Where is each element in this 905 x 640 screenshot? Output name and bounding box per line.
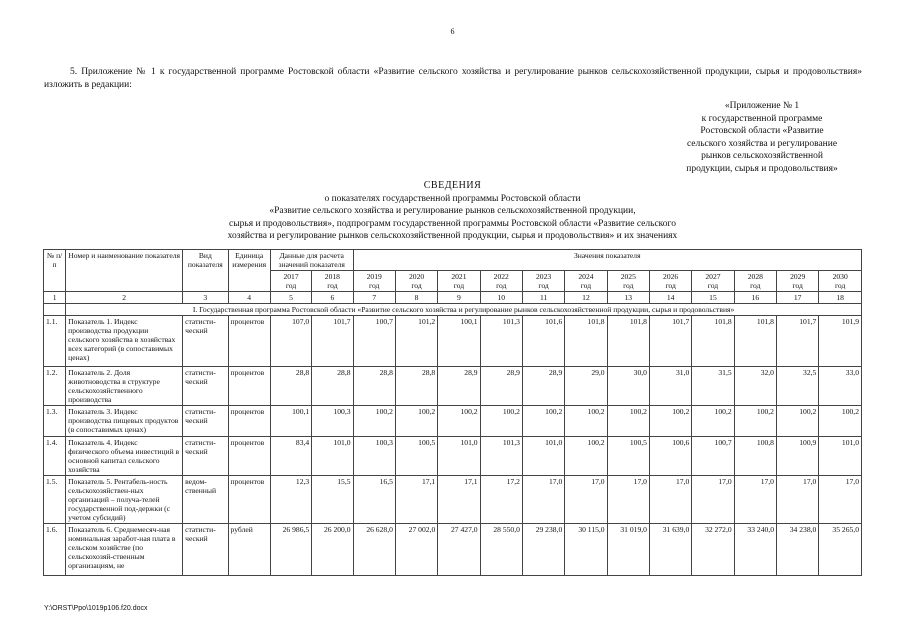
header-num: № п/п bbox=[44, 250, 66, 292]
row-value: 31 639,0 bbox=[649, 524, 691, 576]
row-value: 100,2 bbox=[522, 406, 564, 437]
row-number: 1.3. bbox=[44, 406, 66, 437]
header-values-group: Значения показателя bbox=[353, 250, 861, 271]
row-value: 101,7 bbox=[649, 316, 691, 367]
row-value: 100,5 bbox=[607, 437, 649, 476]
header-year bbox=[776, 271, 818, 292]
row-value: 100,2 bbox=[395, 406, 437, 437]
row-value: 17,0 bbox=[734, 476, 776, 524]
column-number: 10 bbox=[480, 292, 522, 304]
section-spacer bbox=[44, 304, 66, 316]
header-year-number: 2022 bbox=[493, 272, 509, 281]
row-value: 28,9 bbox=[438, 367, 480, 406]
header-year-number: 2024 bbox=[578, 272, 594, 281]
table-row bbox=[44, 524, 862, 576]
row-value: 100,7 bbox=[692, 437, 734, 476]
column-number: 18 bbox=[819, 292, 862, 304]
row-unit: процентов bbox=[228, 367, 270, 406]
header-year-word: год bbox=[453, 281, 465, 290]
header-year bbox=[438, 271, 480, 292]
header-year-number: 2025 bbox=[620, 272, 636, 281]
row-value: 101,8 bbox=[565, 316, 607, 367]
row-unit: рублей bbox=[228, 524, 270, 576]
column-number: 6 bbox=[312, 292, 353, 304]
header-year-number: 2018 bbox=[324, 272, 340, 281]
row-value: 100,2 bbox=[480, 406, 522, 437]
row-number: 1.6. bbox=[44, 524, 66, 576]
row-value: 100,2 bbox=[438, 406, 480, 437]
row-value: 31,5 bbox=[692, 367, 734, 406]
header-year-word: год bbox=[707, 281, 719, 290]
row-value: 107,0 bbox=[270, 316, 311, 367]
row-name: Показатель 3. Индекс производства пищевых продуктов (в сопоставимых ценах) bbox=[66, 406, 183, 437]
header-year-number: 2029 bbox=[790, 272, 806, 281]
row-value: 17,0 bbox=[649, 476, 691, 524]
row-type: статисти-ческий bbox=[183, 316, 228, 367]
row-value: 101,7 bbox=[776, 316, 818, 367]
row-value: 101,0 bbox=[819, 437, 862, 476]
row-number: 1.2. bbox=[44, 367, 66, 406]
document-heading bbox=[150, 180, 755, 243]
column-number: 7 bbox=[353, 292, 395, 304]
row-value: 28,8 bbox=[353, 367, 395, 406]
header-type: Вид показателя bbox=[183, 250, 228, 292]
header-year-number: 2019 bbox=[366, 272, 382, 281]
row-value: 100,1 bbox=[270, 406, 311, 437]
table-row bbox=[44, 406, 862, 437]
row-value: 28,8 bbox=[395, 367, 437, 406]
row-name: Показатель 1. Индекс производства продукции сельского хозяйства в хозяйствах всех категорий (в сопоставимых ценах) bbox=[66, 316, 183, 367]
column-number: 13 bbox=[607, 292, 649, 304]
row-value: 30 115,0 bbox=[565, 524, 607, 576]
row-type: ведом-ственный bbox=[183, 476, 228, 524]
row-type: статисти-ческий bbox=[183, 524, 228, 576]
row-value: 17,0 bbox=[565, 476, 607, 524]
heading-line: «Развитие сельского хозяйства и регулирование рынков сельскохозяйственной продукции, bbox=[269, 206, 636, 216]
row-value: 31 019,0 bbox=[607, 524, 649, 576]
header-year-word: год bbox=[538, 281, 549, 290]
row-value: 101,6 bbox=[522, 316, 564, 367]
row-name: Показатель 2. Доля животноводства в структуре сельскохозяйственного производства bbox=[66, 367, 183, 406]
row-value: 100,1 bbox=[438, 316, 480, 367]
header-unit: Единица измерения bbox=[228, 250, 270, 292]
row-value: 17,0 bbox=[819, 476, 862, 524]
row-value: 100,2 bbox=[565, 406, 607, 437]
row-value: 101,8 bbox=[692, 316, 734, 367]
column-number: 4 bbox=[228, 292, 270, 304]
row-name: Показатель 5. Рентабель-ность сельскохозяйствен-ных организаций – получа-телей государственной под-держки (с учетом субсидий) bbox=[66, 476, 183, 524]
row-name: Показатель 4. Индекс физического объема инвестиций в основной капитал сельского хозяйства bbox=[66, 437, 183, 476]
row-value: 100,2 bbox=[734, 406, 776, 437]
row-value: 17,0 bbox=[607, 476, 649, 524]
row-value: 26 628,0 bbox=[353, 524, 395, 576]
row-value: 100,2 bbox=[649, 406, 691, 437]
row-value: 17,0 bbox=[776, 476, 818, 524]
row-value: 100,6 bbox=[649, 437, 691, 476]
table-row bbox=[44, 316, 862, 367]
row-value: 12,3 bbox=[270, 476, 311, 524]
row-unit: процентов bbox=[228, 437, 270, 476]
header-year-number: 2017 bbox=[283, 272, 299, 281]
row-value: 100,2 bbox=[776, 406, 818, 437]
header-year-word: год bbox=[369, 281, 380, 290]
row-value: 101,0 bbox=[312, 437, 353, 476]
appendix-caption bbox=[660, 100, 864, 175]
header-year-word: год bbox=[411, 281, 422, 290]
header-year-word: год bbox=[792, 281, 803, 290]
row-value: 101,3 bbox=[480, 437, 522, 476]
row-value: 31,0 bbox=[649, 367, 691, 406]
header-year-word: год bbox=[327, 281, 338, 290]
row-value: 34 238,0 bbox=[776, 524, 818, 576]
row-value: 17,0 bbox=[522, 476, 564, 524]
appendix-line: Ростовской области «Развитие bbox=[700, 126, 824, 136]
column-numbers-row bbox=[44, 292, 862, 304]
row-value: 27 002,0 bbox=[395, 524, 437, 576]
row-value: 17,1 bbox=[438, 476, 480, 524]
row-value: 101,0 bbox=[522, 437, 564, 476]
header-year-word: год bbox=[834, 281, 846, 290]
header-year bbox=[353, 271, 395, 292]
header-year bbox=[734, 271, 776, 292]
appendix-line: продукции, сырья и продовольствия» bbox=[686, 163, 838, 174]
table-row bbox=[44, 437, 862, 476]
indicators-table bbox=[43, 249, 862, 576]
row-value: 26 200,0 bbox=[312, 524, 353, 576]
heading-title: СВЕДЕНИЯ bbox=[423, 180, 482, 191]
row-value: 100,2 bbox=[819, 406, 862, 437]
header-year bbox=[522, 271, 564, 292]
header-base-group: Данные для расчета значений показателя bbox=[270, 250, 353, 271]
column-number: 12 bbox=[565, 292, 607, 304]
row-value: 100,2 bbox=[692, 406, 734, 437]
header-year bbox=[565, 271, 607, 292]
appendix-line: сельского хозяйства и регулирование bbox=[686, 138, 838, 149]
row-value: 17,1 bbox=[395, 476, 437, 524]
row-value: 30,0 bbox=[607, 367, 649, 406]
column-number: 17 bbox=[776, 292, 818, 304]
appendix-line: «Приложение № 1 bbox=[724, 101, 800, 111]
row-value: 32,0 bbox=[734, 367, 776, 406]
row-value: 33 240,0 bbox=[734, 524, 776, 576]
row-value: 28,8 bbox=[270, 367, 311, 406]
row-value: 101,7 bbox=[312, 316, 353, 367]
header-year-number: 2027 bbox=[705, 272, 721, 281]
page-number: 6 bbox=[450, 27, 455, 36]
row-value: 32,5 bbox=[776, 367, 818, 406]
row-value: 17,2 bbox=[480, 476, 522, 524]
intro-paragraph: 5. Приложение № 1 к государственной программе Ростовской области «Развитие сельского хозяйства и регулирование рынков сельскохозяйственной продукции, сырья и продовольствия» изложить в редакции: bbox=[44, 67, 862, 90]
row-type: статисти-ческий bbox=[183, 406, 228, 437]
row-unit: процентов bbox=[228, 476, 270, 524]
row-value: 28,9 bbox=[480, 367, 522, 406]
row-value: 101,8 bbox=[607, 316, 649, 367]
heading-line: хозяйства и регулирование рынков сельскохозяйственной продукции, сырья и продовольствия» и их значениях bbox=[227, 231, 678, 241]
section-title: I. Государственная программа Ростовской области «Развитие сельского хозяйства и регулирование рынков сельскохозяйственной продукции, сырья и продовольствия» bbox=[66, 304, 862, 316]
row-value: 100,2 bbox=[607, 406, 649, 437]
row-value: 100,3 bbox=[312, 406, 353, 437]
row-value: 83,4 bbox=[270, 437, 311, 476]
row-value: 15,5 bbox=[312, 476, 353, 524]
row-value: 26 986,5 bbox=[270, 524, 311, 576]
row-value: 101,8 bbox=[734, 316, 776, 367]
appendix-line: рынков сельскохозяйственной bbox=[701, 151, 823, 161]
header-year bbox=[395, 271, 437, 292]
table-row bbox=[44, 476, 862, 524]
table-row bbox=[44, 367, 862, 406]
row-value: 28,9 bbox=[522, 367, 564, 406]
row-value: 100,7 bbox=[353, 316, 395, 367]
column-number: 2 bbox=[66, 292, 183, 304]
row-value: 29 238,0 bbox=[522, 524, 564, 576]
column-number: 14 bbox=[649, 292, 691, 304]
heading-line: сырья и продовольствия», подпрограмм государственной программы Ростовской области «Развитие сельского bbox=[229, 218, 676, 229]
row-number: 1.4. bbox=[44, 437, 66, 476]
row-value: 100,5 bbox=[395, 437, 437, 476]
row-value: 100,9 bbox=[776, 437, 818, 476]
footer-file-path: Y:\ORST\Ppo\1019p106.f20.docx bbox=[44, 605, 148, 612]
header-year-word: год bbox=[496, 281, 507, 290]
row-value: 33,0 bbox=[819, 367, 862, 406]
row-name: Показатель 6. Среднемесяч-ная номинальная заработ-ная плата в сельском хозяйстве (по сельскохозяй-ственным организациям, не bbox=[66, 524, 183, 576]
header-year-number: 2026 bbox=[663, 272, 679, 281]
header-year-word: год bbox=[665, 281, 676, 290]
appendix-line: к государственной программе bbox=[701, 113, 823, 124]
header-year bbox=[692, 271, 734, 292]
row-value: 28,8 bbox=[312, 367, 353, 406]
column-number: 16 bbox=[734, 292, 776, 304]
header-year-number: 2030 bbox=[832, 272, 848, 281]
column-number: 5 bbox=[270, 292, 311, 304]
row-type: статисти-ческий bbox=[183, 437, 228, 476]
header-name: Номер и наименование показателя bbox=[66, 250, 183, 292]
row-value: 100,2 bbox=[565, 437, 607, 476]
row-value: 27 427,0 bbox=[438, 524, 480, 576]
header-year bbox=[649, 271, 691, 292]
row-value: 32 272,0 bbox=[692, 524, 734, 576]
column-number: 1 bbox=[44, 292, 66, 304]
row-value: 35 265,0 bbox=[819, 524, 862, 576]
column-number: 3 bbox=[183, 292, 228, 304]
header-year-word: год bbox=[285, 281, 297, 290]
row-unit: процентов bbox=[228, 406, 270, 437]
row-value: 101,3 bbox=[480, 316, 522, 367]
header-year bbox=[607, 271, 649, 292]
row-value: 101,2 bbox=[395, 316, 437, 367]
header-year-word: год bbox=[623, 281, 634, 290]
row-value: 100,2 bbox=[353, 406, 395, 437]
header-year bbox=[480, 271, 522, 292]
header-year-number: 2020 bbox=[408, 272, 425, 281]
row-number: 1.5. bbox=[44, 476, 66, 524]
section-row bbox=[44, 304, 862, 316]
row-value: 29,0 bbox=[565, 367, 607, 406]
row-number: 1.1. bbox=[44, 316, 66, 367]
row-unit: процентов bbox=[228, 316, 270, 367]
row-value: 100,3 bbox=[353, 437, 395, 476]
column-number: 15 bbox=[692, 292, 734, 304]
row-value: 100,8 bbox=[734, 437, 776, 476]
header-year bbox=[819, 271, 862, 292]
row-value: 17,0 bbox=[692, 476, 734, 524]
row-value: 16,5 bbox=[353, 476, 395, 524]
header-row bbox=[44, 250, 862, 271]
heading-line: о показателях государственной программы Ростовской области bbox=[324, 193, 581, 204]
header-year-word: год bbox=[580, 281, 592, 290]
column-number: 8 bbox=[395, 292, 437, 304]
header-year bbox=[312, 271, 353, 292]
header-year bbox=[270, 271, 311, 292]
row-value: 28 550,0 bbox=[480, 524, 522, 576]
header-year-word: год bbox=[750, 281, 761, 290]
row-value: 101,0 bbox=[438, 437, 480, 476]
header-year-number: 2028 bbox=[747, 272, 763, 281]
column-number: 9 bbox=[438, 292, 480, 304]
header-year-number: 2023 bbox=[536, 272, 552, 281]
header-year-number: 2021 bbox=[451, 272, 467, 281]
column-number: 11 bbox=[522, 292, 564, 304]
row-type: статисти-ческий bbox=[183, 367, 228, 406]
row-value: 101,9 bbox=[819, 316, 862, 367]
